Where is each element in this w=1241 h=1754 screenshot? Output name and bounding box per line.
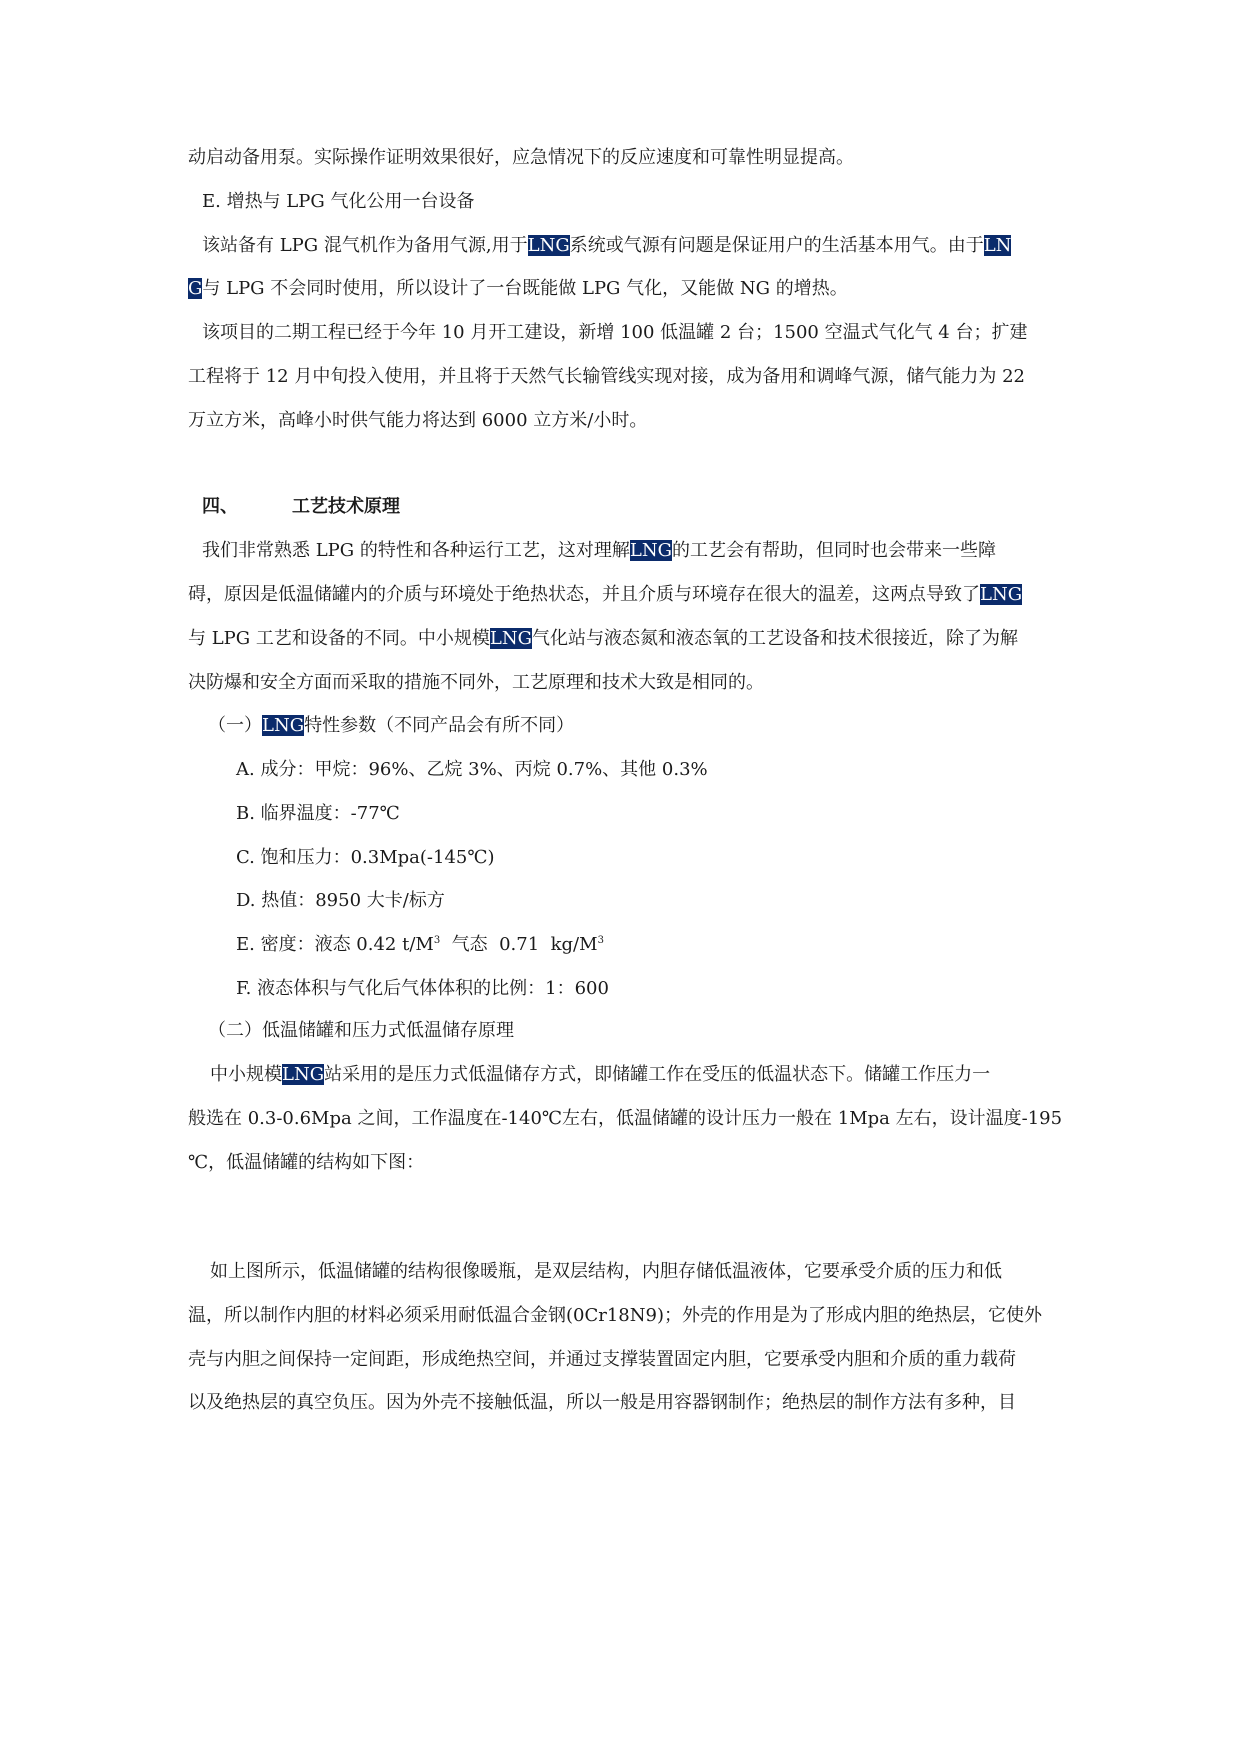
paragraph-line: 壳与内胆之间保持一定间距，形成绝热空间，并通过支撑装置固定内胆，它要承受内胆和介质的重力载荷 xyxy=(188,1349,1016,1370)
paragraph-line: 如上图所示，低温储罐的结构很像暖瓶，是双层结构，内胆存储低温液体，它要承受介质的压力和低 xyxy=(210,1261,1002,1282)
paragraph-line: 决防爆和安全方面而采取的措施不同外，工艺原理和技术大致是相同的。 xyxy=(188,672,764,693)
list-item-f: F. 液态体积与气化后气体体积的比例：1：600 xyxy=(236,978,609,999)
paragraph-line: 动启动备用泵。实际操作证明效果很好，应急情况下的反应速度和可靠性明显提高。 xyxy=(188,147,854,168)
paragraph-line: G与 LPG 不会同时使用，所以设计了一台既能做 LPG 气化，又能做 NG 的增热。 xyxy=(188,278,848,299)
search-highlight: LNG xyxy=(262,715,305,736)
search-highlight: LNG xyxy=(282,1064,325,1085)
paragraph-line: 万立方米，高峰小时供气能力将达到 6000 立方米/小时。 xyxy=(188,410,648,431)
search-highlight: LNG xyxy=(629,540,672,561)
list-item-b: B. 临界温度：-77℃ xyxy=(236,803,400,824)
search-highlight: LNG xyxy=(489,628,532,649)
paragraph-line: 该项目的二期工程已经于今年 10 月开工建设，新增 100 低温罐 2 台；1500 空温式气化气 4 台；扩建 xyxy=(202,322,1028,343)
paragraph-line: 工程将于 12 月中旬投入使用，并且将于天然气长输管线实现对接，成为备用和调峰气源，储气能力为 22 xyxy=(188,366,1025,387)
paragraph-line: 中小规模LNG站采用的是压力式低温储存方式，即储罐工作在受压的低温状态下。储罐工作压力一 xyxy=(210,1064,991,1085)
search-highlight: LN xyxy=(983,235,1012,256)
list-item-e-density: E. 密度：液态 0.42 $t/M^3$ 气态 0.71 $kg/M^3$ xyxy=(236,934,604,955)
list-item-c: C. 饱和压力：0.3Mpa(-145℃) xyxy=(236,847,495,868)
paragraph-line: 碍，原因是低温储罐内的介质与环境处于绝热状态，并且介质与环境存在很大的温差，这两点导致了LNG xyxy=(188,584,1023,605)
search-highlight: LNG xyxy=(527,235,570,256)
search-highlight: LNG xyxy=(980,584,1023,605)
paragraph-line: 以及绝热层的真空负压。因为外壳不接触低温，所以一般是用容器钢制作；绝热层的制作方法有多种，目 xyxy=(188,1392,1016,1413)
list-item-d: D. 热值：8950 大卡/标方 xyxy=(236,890,445,911)
list-item-a: A. 成分：甲烷：96%、乙烷 3%、丙烷 0.7%、其他 0.3% xyxy=(236,759,708,780)
paragraph-line: 我们非常熟悉 LPG 的特性和各种运行工艺，这对理解LNG的工艺会有帮助，但同时也会带来一些障 xyxy=(202,540,996,561)
subsection-heading: （一）LNG特性参数（不同产品会有所不同） xyxy=(208,715,575,736)
section-heading: 四、 工艺技术原理 xyxy=(202,496,400,517)
paragraph-line: 般选在 0.3-0.6Mpa 之间，工作温度在-140℃左右，低温储罐的设计压力一般在 1Mpa 左右，设计温度-195 xyxy=(188,1108,1063,1129)
paragraph-line: 与 LPG 工艺和设备的不同。中小规模LNG气化站与液态氮和液态氧的工艺设备和技术很接近，除了为解 xyxy=(188,628,1018,649)
paragraph-line: 温，所以制作内胆的材料必须采用耐低温合金钢(0Cr18N9)；外壳的作用是为了形成内胆的绝热层，它使外 xyxy=(188,1305,1042,1326)
list-item-e: E. 增热与 LPG 气化公用一台设备 xyxy=(202,191,475,212)
subsection-heading: （二）低温储罐和压力式低温储存原理 xyxy=(208,1020,514,1041)
search-highlight: G xyxy=(188,278,203,299)
paragraph-line: ℃，低温储罐的结构如下图： xyxy=(188,1152,425,1173)
paragraph-line: 该站备有 LPG 混气机作为备用气源,用于LNG系统或气源有问题是保证用户的生活基本用气。由于LN xyxy=(202,235,1012,256)
